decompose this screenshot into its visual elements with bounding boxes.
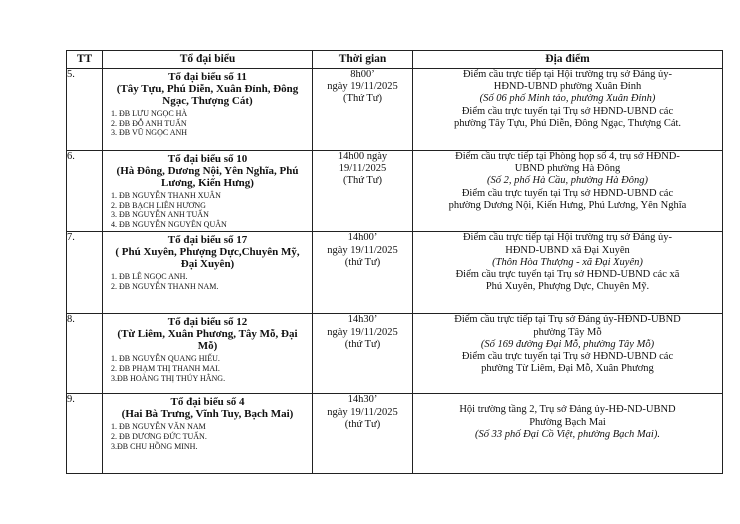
row-number: 8. — [67, 314, 103, 394]
delegation-cell — [103, 394, 313, 474]
group-name: Tổ đại biểu số 12 (Từ Liêm, Xuân Phương, Tây Mỗ, Đại Mỗ) — [117, 316, 298, 353]
member-list — [103, 353, 312, 385]
delegation-cell — [103, 69, 313, 151]
group-name: Tổ đại biểu số 4 (Hai Bà Trưng, Vĩnh Tuy, Bạch Mai) — [121, 396, 294, 421]
row-number: 7. — [67, 232, 103, 314]
row-number: 9. — [67, 394, 103, 474]
location-cell: Điểm cầu trực tiếp tại Hội trường trụ sở Đảng ủy- HĐND-UBND xã Đại Xuyên (Thôn Hòa Thượng - xã Đại Xuyên) Điểm cầu trực tuyến tại Trụ sở HĐND-UBND các xã Phú Xuyên, Phượng Dực, Chuyên Mỹ. — [413, 232, 723, 314]
member-list — [103, 190, 312, 231]
table-row — [67, 151, 723, 232]
list-item: 1. ĐB NGUYỄN THANH XUÂN — [111, 191, 221, 200]
delegation-cell — [103, 151, 313, 232]
list-item: 1. ĐB NGUYỄN VĂN NAM — [111, 422, 206, 432]
list-item: 4. ĐB NGUYỄN NGUYÊN QUÂN — [111, 219, 227, 229]
header-location: Địa điểm — [413, 51, 723, 69]
schedule-table — [66, 50, 723, 474]
time-cell: 14h30’ ngày 19/11/2025 (thứ Tư) — [313, 314, 413, 394]
location-cell: Điểm cầu trực tiếp tại Phòng họp số 4, trụ sở HĐND- UBND phường Hà Đông (Số 2, phố Hà Cầu, phường Hà Đông) Điểm cầu trực tuyến tại Trụ sở HĐND-UBND các phường Dương Nội, Kiến Hưng, Phú Lương, Yên Nghĩa — [413, 151, 723, 232]
time-cell: 14h00’ ngày 19/11/2025 (thứ Tư) — [313, 232, 413, 314]
group-name: Tổ đại biểu số 17 ( Phú Xuyên, Phượng Dực,Chuyên Mỹ, Đại Xuyên) — [115, 234, 300, 271]
row-number: 5. — [67, 69, 103, 151]
list-item: 1. ĐB LÊ NGỌC ANH. — [111, 272, 188, 282]
time-cell: 8h00’ ngày 19/11/2025 (Thứ Tư) — [313, 69, 413, 151]
list-item: 2. ĐB PHẠM THỊ THANH MAI. — [111, 363, 220, 373]
list-item: 2. ĐB ĐỖ ANH TUẤN — [111, 118, 187, 128]
list-item: 2. ĐB DƯƠNG ĐỨC TUẤN. — [111, 431, 207, 441]
delegation-cell — [103, 232, 313, 314]
header-row — [67, 51, 723, 69]
list-item: 2. ĐB NGUYỄN THANH NAM. — [111, 281, 219, 291]
member-list — [103, 271, 312, 293]
list-item: 3. ĐB VŨ NGỌC ANH — [111, 128, 188, 138]
table-row — [67, 69, 723, 151]
row-number: 6. — [67, 151, 103, 232]
header-tt: TT — [67, 51, 103, 69]
time-cell: 14h00 ngày 19/11/2025 (Thứ Tư) — [313, 151, 413, 232]
list-item: 2. ĐB BẠCH LIÊN HƯƠNG — [111, 200, 206, 210]
group-name: Tổ đại biểu số 11 (Tây Tựu, Phú Diễn, Xuân Đỉnh, Đông Ngạc, Thượng Cát) — [116, 71, 299, 107]
location-cell: Điểm cầu trực tiếp tại Hội trường trụ sở Đảng ủy- HĐND-UBND phường Xuân Đỉnh (Số 06 phố Minh tảo, phường Xuân Đỉnh) Điểm cầu trực tuyến tại Trụ sở HĐND-UBND các phường Tây Tựu, Phú Diễn, Đông Ngạc, Thượng Cát. — [413, 69, 723, 151]
delegation-cell — [103, 314, 313, 394]
header-time: Thời gian — [313, 51, 413, 69]
list-item: 3.ĐB HOÀNG THỊ THÚY HẰNG. — [111, 373, 226, 383]
member-list — [103, 108, 312, 140]
header-delegation: Tổ đại biểu — [103, 51, 313, 69]
time-cell: 14h30’ ngày 19/11/2025 (thứ Tư) — [313, 394, 413, 474]
table-row — [67, 314, 723, 394]
table-row — [67, 232, 723, 314]
list-item: 1. ĐB LƯU NGỌC HÀ — [111, 109, 188, 118]
list-item: 3.ĐB CHU HỒNG MINH. — [111, 441, 198, 451]
table-row — [67, 394, 723, 474]
location-cell: Hội trường tầng 2, Trụ sở Đảng ủy-HĐ-ND-UBND Phường Bạch Mai (Số 33 phố Đại Cồ Việt, phường Bạch Mai). — [413, 394, 723, 474]
location-cell: Điểm cầu trực tiếp tại Trụ sở Đảng ủy-HĐND-UBND phường Tây Mỗ (Số 169 đường Đại Mỗ, phường Tây Mỗ) Điểm cầu trực tuyến tại Trụ sở HĐND-UBND các phường Từ Liêm, Đại Mỗ, Xuân Phương — [413, 314, 723, 394]
list-item: 3. ĐB NGUYỄN ANH TUẤN — [111, 210, 209, 220]
group-name: Tổ đại biểu số 10 (Hà Đông, Dương Nội, Yên Nghĩa, Phú Lương, Kiến Hưng) — [116, 153, 299, 189]
list-item: 1. ĐB NGUYỄN QUANG HIẾU. — [111, 354, 220, 364]
member-list — [103, 421, 312, 453]
